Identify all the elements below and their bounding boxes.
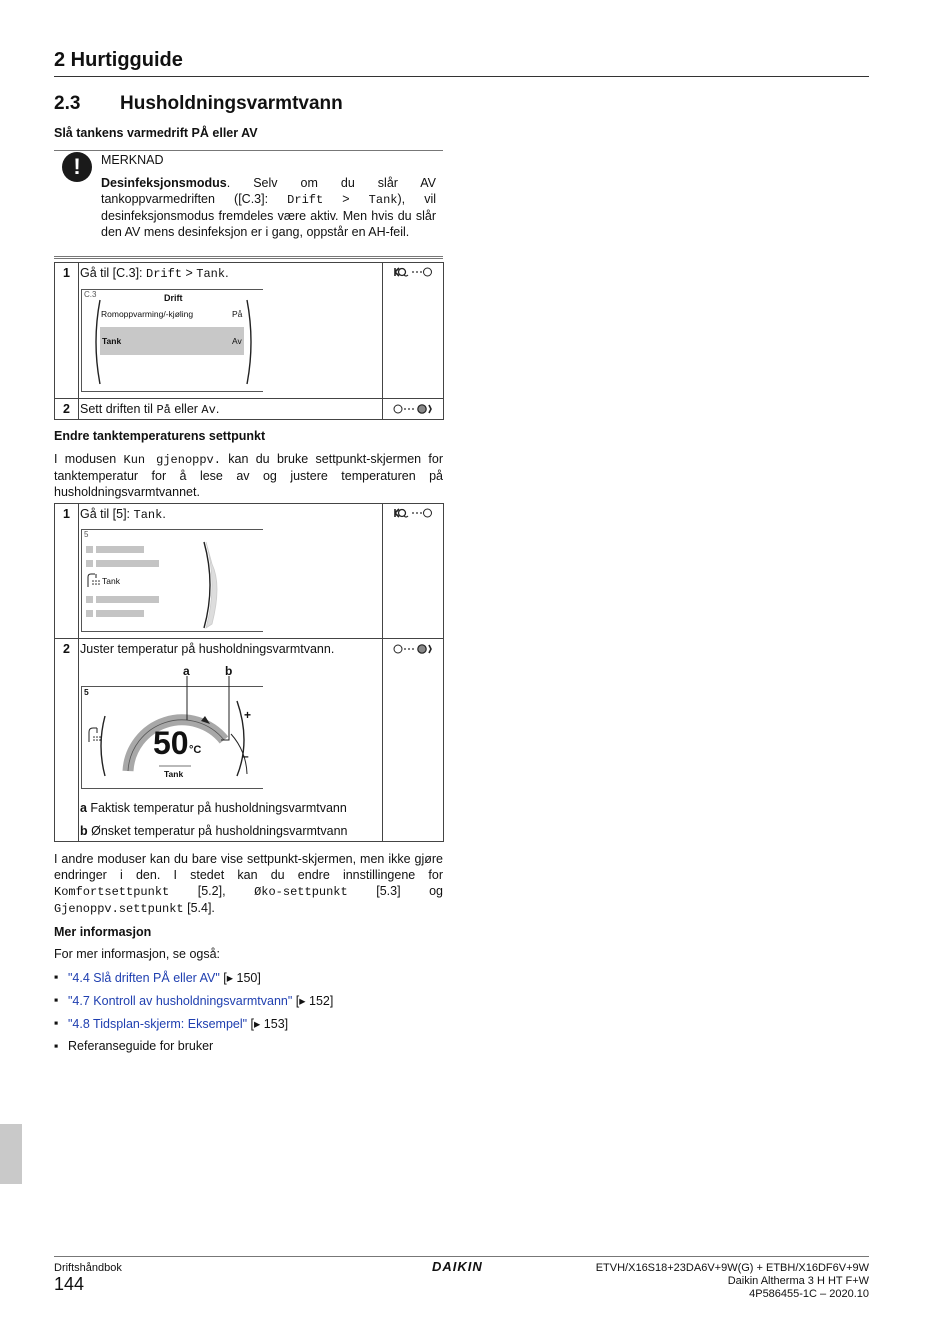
- legend-a: a Faktisk temperatur på husholdningsvarmtvann: [80, 801, 347, 815]
- link-4-8[interactable]: "4.8 Tidsplan-skjerm: Eksempel": [68, 1017, 248, 1031]
- dial-press-icon: [392, 403, 434, 415]
- daikin-logo: DAIKIN: [432, 1259, 483, 1274]
- page-number: 144: [54, 1274, 85, 1294]
- note-body: Desinfeksjonsmodus. Selv om du slår AV tankoppvarmedriften ([C.3]: Drift > Tank), vil desinfeksjonsmodus fremdeles være aktiv. Men hvis du slår den AV mens desinfeksjon er i gang, oppstår en AH-feil.: [101, 176, 437, 239]
- temperature-unit: °C: [189, 744, 202, 756]
- menu-item-icon: [86, 596, 93, 603]
- display-row-heating-value: På: [232, 309, 243, 319]
- section-title: Husholdningsvarmtvann: [120, 93, 343, 114]
- note-top-rule: [54, 150, 443, 151]
- table1-numcell-1: [54, 262, 79, 399]
- display-row-tank-label: Tank: [102, 336, 122, 346]
- table2-numcell-1: [54, 503, 79, 639]
- footer-model-info: [560, 1262, 869, 1301]
- page-ref-arrow-icon: ▸: [226, 971, 234, 985]
- minus-icon: –: [242, 749, 249, 763]
- more-info-intro: For mer informasjon, se også:: [54, 947, 221, 961]
- callout-b-label: b: [225, 664, 233, 678]
- section-number: 2.3: [54, 93, 81, 114]
- table2-iconcell-1: [382, 503, 444, 639]
- step-number: 2: [63, 642, 70, 656]
- page-ref-arrow-icon: ▸: [254, 1017, 261, 1031]
- scroll-wheel-icon: [200, 540, 226, 630]
- dial-press-icon: [392, 643, 434, 655]
- menu-item-bar: [96, 610, 144, 617]
- footer-manual-name: Driftshåndbok: [54, 1262, 122, 1274]
- table2-numcell-2: [54, 638, 79, 842]
- chapter-title: 2 Hurtigguide: [54, 49, 183, 71]
- menu-item-bar: [96, 596, 159, 603]
- reference-guide-text: Referanseguide for bruker: [68, 1039, 214, 1053]
- page-ref-arrow-icon: ▸: [299, 994, 306, 1008]
- display-tank-label: Tank: [164, 769, 184, 779]
- menu-item-bar: [96, 560, 159, 567]
- table1-iconcell-1: [382, 262, 444, 399]
- footer-rule: [54, 1256, 869, 1257]
- bullet-icon: ▪: [54, 970, 59, 984]
- menu-item-bar: [96, 546, 144, 553]
- display-title: Drift: [164, 293, 183, 303]
- display-row-heating-label: Romoppvarming/-kjøling: [101, 309, 194, 319]
- step-number: 1: [63, 507, 70, 521]
- exclamation-icon: !: [62, 152, 92, 182]
- paragraph-other-modes: I andre moduser kan du bare vise settpunkt-skjermen, men ikke gjøre endringer i den. I stedet kan du endre innstillingene for Komfortsettpunkt [5.2], Øko-settpunkt [5.3] og Gjenoppv.settpunkt [5.4].: [54, 852, 443, 916]
- link-4-7[interactable]: "4.7 Kontroll av husholdningsvarmtvann": [68, 994, 293, 1008]
- note-bottom-rule: [54, 256, 443, 257]
- menu-item-tank-label: Tank: [102, 576, 120, 586]
- chapter-rule: [54, 76, 869, 77]
- footer-model: ETVH/X16S18+23DA6V+9W(G) + ETBH/X16DF6V+9W: [595, 1262, 869, 1274]
- menu-item-icon: [86, 546, 93, 553]
- step-text: Gå til [C.3]: Drift > Tank.: [80, 266, 229, 281]
- paragraph-setpoint: I modusen Kun gjenoppv. kan du bruke settpunkt-skjermen for tanktemperatur for å lese av og justere temperaturen på husholdningsvarmtvannet.: [54, 452, 444, 499]
- more-info-title: Mer informasjon: [54, 925, 152, 939]
- temperature-value: 50: [153, 725, 189, 761]
- dial-turn-icon: [392, 507, 434, 519]
- menu-item-icon: [86, 610, 93, 617]
- step-number: 2: [63, 402, 70, 416]
- link-4-4[interactable]: "4.4 Slå driften PÅ eller AV": [68, 971, 220, 985]
- bullet-icon: ▪: [54, 1039, 59, 1053]
- table2-iconcell-2: [382, 638, 444, 842]
- callout-a-label: a: [183, 664, 190, 678]
- display-screen-code: 5: [84, 687, 89, 697]
- display-row-tank-value: Av: [232, 336, 242, 346]
- note-title: MERKNAD: [101, 153, 164, 167]
- display-screen-code: 5: [84, 530, 89, 539]
- dial-turn-icon: [392, 266, 434, 278]
- menu-item-icon: [86, 560, 93, 567]
- display-main-menu-screen: [81, 529, 263, 632]
- display-row-tank-highlight: [100, 327, 244, 355]
- chapter-thumb-tab: [0, 1124, 22, 1184]
- legend-b: b Ønsket temperatur på husholdningsvarmtvann: [80, 824, 348, 838]
- footer-product: Daikin Altherma 3 H HT F+W: [727, 1275, 869, 1287]
- step-text: Sett driften til På eller Av.: [80, 402, 220, 417]
- step-number: 1: [63, 266, 70, 280]
- step-text: Juster temperatur på husholdningsvarmtvann.: [80, 642, 335, 656]
- step-text: Gå til [5]: Tank.: [80, 507, 166, 522]
- display-screen-code: C.3: [84, 290, 97, 299]
- bullet-icon: ▪: [54, 993, 59, 1007]
- bullet-icon: ▪: [54, 1016, 59, 1030]
- footer-doc-code: 4P586455-1C – 2020.10: [749, 1288, 869, 1300]
- note-lead: Desinfeksjonsmodus: [101, 176, 227, 190]
- subheading-setpoint: Endre tanktemperaturens settpunkt: [54, 429, 266, 443]
- display-operation-screen: [81, 289, 263, 392]
- display-right-bracket-icon: [245, 299, 255, 385]
- note-bottom-rule-2: [54, 258, 443, 259]
- subheading-on-off: Slå tankens varmedrift PÅ eller AV: [54, 126, 258, 140]
- plus-icon: +: [244, 708, 252, 722]
